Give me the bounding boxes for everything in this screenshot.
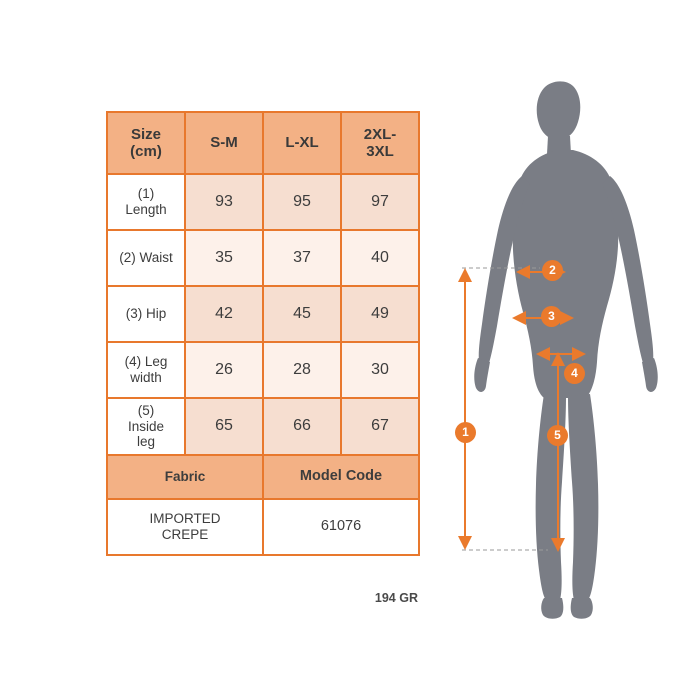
table-header-row	[107, 112, 419, 174]
row-label-waist: (2) Waist	[107, 230, 185, 286]
table-body	[107, 174, 419, 555]
footer-header-model-code: Model Code	[263, 455, 419, 499]
marker-badge-2: 2	[542, 260, 563, 281]
cell-waist-lxl: 37	[263, 230, 341, 286]
footer-value-model-code: 61076	[263, 499, 419, 555]
body-silhouette-icon	[474, 81, 657, 618]
row-label-inside-leg-line2: Inside	[127, 418, 165, 434]
female-body-diagram	[440, 80, 690, 620]
row-label-length	[107, 174, 185, 230]
table-row	[107, 286, 419, 342]
cell-inside-leg-sm: 65	[185, 398, 263, 455]
row-label-hip: (3) Hip	[107, 286, 185, 342]
table-header	[107, 112, 419, 174]
cell-leg-width-lxl: 28	[263, 342, 341, 398]
cell-length-lxl: 95	[263, 174, 341, 230]
cell-hip-lxl: 45	[263, 286, 341, 342]
cell-inside-leg-lxl: 66	[263, 398, 341, 455]
column-header-2xl3xl-line2: 3XL	[366, 143, 394, 160]
cell-waist-sm: 35	[185, 230, 263, 286]
marker-badge-1: 1	[455, 422, 476, 443]
cell-length-sm: 93	[185, 174, 263, 230]
cell-waist-2xl3xl: 40	[341, 230, 419, 286]
row-label-leg-width	[107, 342, 185, 398]
column-header-sm: S-M	[185, 112, 263, 174]
cell-length-2xl3xl: 97	[341, 174, 419, 230]
row-label-length-line2: Length	[125, 202, 167, 217]
table-row	[107, 174, 419, 230]
row-label-leg-width-line1: (4) Leg	[124, 354, 168, 370]
row-label-inside-leg-line1: (5)	[137, 403, 155, 418]
size-table	[106, 111, 420, 556]
marker-badge-4: 4	[564, 363, 585, 384]
row-label-length-line1: (1)	[137, 186, 155, 202]
column-header-2xl3xl-line1: 2XL-	[363, 125, 397, 143]
cell-hip-sm: 42	[185, 286, 263, 342]
cell-hip-2xl3xl: 49	[341, 286, 419, 342]
column-header-size-line1: Size	[130, 125, 161, 143]
footer-value-fabric-line2: CREPE	[161, 526, 209, 542]
footer-value-fabric-line1: IMPORTED	[149, 511, 221, 527]
figure-panel	[440, 80, 690, 620]
row-label-leg-width-line2: width	[130, 370, 162, 385]
column-header-lxl: L-XL	[263, 112, 341, 174]
weight-note: 194 GR	[374, 591, 418, 605]
table-row	[107, 230, 419, 286]
cell-inside-leg-2xl3xl: 67	[341, 398, 419, 455]
footer-header-fabric: Fabric	[107, 455, 263, 499]
footer-value-fabric	[107, 499, 263, 555]
column-header-2xl3xl	[341, 112, 419, 174]
marker-badge-5: 5	[547, 425, 568, 446]
row-label-inside-leg	[107, 398, 185, 455]
table-footer-value-row	[107, 499, 419, 555]
table-footer-header-row	[107, 455, 419, 499]
marker-badge-3: 3	[541, 306, 562, 327]
table-row	[107, 398, 419, 455]
cell-leg-width-sm: 26	[185, 342, 263, 398]
column-header-size-line2: (cm)	[130, 143, 162, 160]
cell-leg-width-2xl3xl: 30	[341, 342, 419, 398]
table-row	[107, 342, 419, 398]
column-header-size	[107, 112, 185, 174]
row-label-inside-leg-line3: leg	[136, 434, 155, 450]
